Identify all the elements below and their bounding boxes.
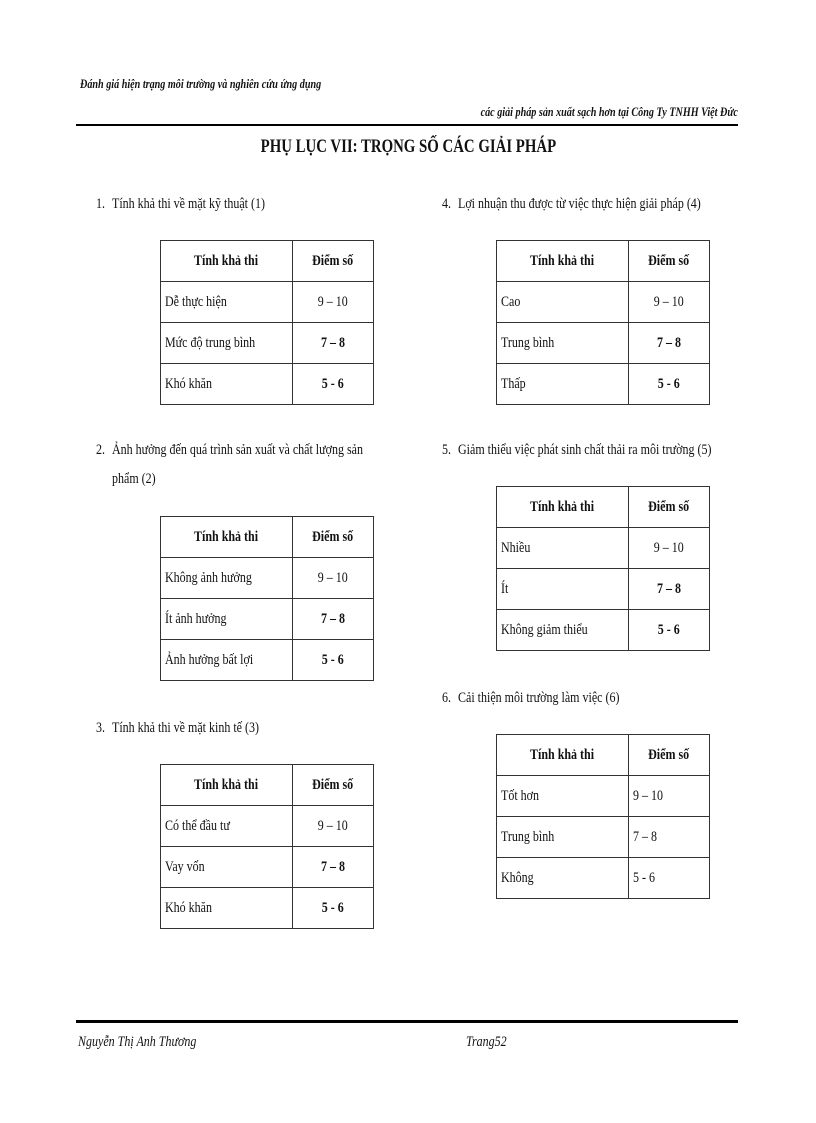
header-rule xyxy=(76,124,738,126)
table-row: Ít ảnh hưởng 7 – 8 xyxy=(161,599,374,640)
table-row: Trung bình 7 – 8 xyxy=(497,817,710,858)
section-3-heading: 3. Tính khả thi về mặt kinh tế (3) xyxy=(96,720,259,736)
section-5-table xyxy=(496,486,710,651)
table-row: Khó khăn 5 - 6 xyxy=(161,888,374,929)
table-row: Tốt hơn 9 – 10 xyxy=(497,776,710,817)
footer-author: Nguyễn Thị Anh Thương xyxy=(78,1034,197,1050)
table-row: Có thể đầu tư 9 – 10 xyxy=(161,806,374,847)
footer-rule xyxy=(76,1020,738,1023)
table-row: Cao 9 – 10 xyxy=(497,282,710,323)
section-6-heading: 6. Cải thiện môi trường làm việc (6) xyxy=(442,690,620,706)
table-header-row: Tính khả thi Điểm số xyxy=(497,241,710,282)
table-row: Không 5 - 6 xyxy=(497,858,710,899)
table-row: Khó khăn 5 - 6 xyxy=(161,364,374,405)
section-6-table xyxy=(496,734,710,899)
table-header-row: Tính khả thi Điểm số xyxy=(161,517,374,558)
section-5-heading: 5. Giảm thiểu việc phát sinh chất thải ra môi trường (5) xyxy=(442,442,712,458)
table-row: Thấp 5 - 6 xyxy=(497,364,710,405)
section-4-heading: 4. Lợi nhuận thu được từ việc thực hiện giải pháp (4) xyxy=(442,196,701,212)
page-title: PHỤ LỤC VII: TRỌNG SỐ CÁC GIẢI PHÁP xyxy=(260,136,556,157)
table-row: Mức độ trung bình 7 – 8 xyxy=(161,323,374,364)
table-row: Trung bình 7 – 8 xyxy=(497,323,710,364)
table-header-row: Tính khả thi Điểm số xyxy=(161,241,374,282)
table-row: Không giảm thiểu 5 - 6 xyxy=(497,610,710,651)
table-header-row: Tính khả thi Điểm số xyxy=(497,487,710,528)
table-row: Vay vốn 7 – 8 xyxy=(161,847,374,888)
running-header-line1: Đánh giá hiện trạng môi trường và nghiên cứu ứng dụng xyxy=(80,76,322,91)
section-4-table xyxy=(496,240,710,405)
section-2-table xyxy=(160,516,374,681)
table-header-row: Tính khả thi Điểm số xyxy=(497,735,710,776)
table-row: Ảnh hưởng bất lợi 5 - 6 xyxy=(161,640,374,681)
table-row: Không ảnh hưởng 9 – 10 xyxy=(161,558,374,599)
table-row: Nhiều 9 – 10 xyxy=(497,528,710,569)
section-1-table xyxy=(160,240,374,405)
footer-page-number: Trang52 xyxy=(466,1034,507,1050)
running-header-line2: các giải pháp sản xuất sạch hơn tại Công Ty TNHH Việt Đức xyxy=(480,104,738,119)
table-row: Dễ thực hiện 9 – 10 xyxy=(161,282,374,323)
section-1-heading: 1. Tính khả thi về mặt kỹ thuật (1) xyxy=(96,196,265,212)
table-header-row: Tính khả thi Điểm số xyxy=(161,765,374,806)
table-row: Ít 7 – 8 xyxy=(497,569,710,610)
section-2-heading: 2. Ảnh hưởng đến quá trình sản xuất và chất lượng sản phẩm (2) xyxy=(96,442,363,487)
section-3-table xyxy=(160,764,374,929)
